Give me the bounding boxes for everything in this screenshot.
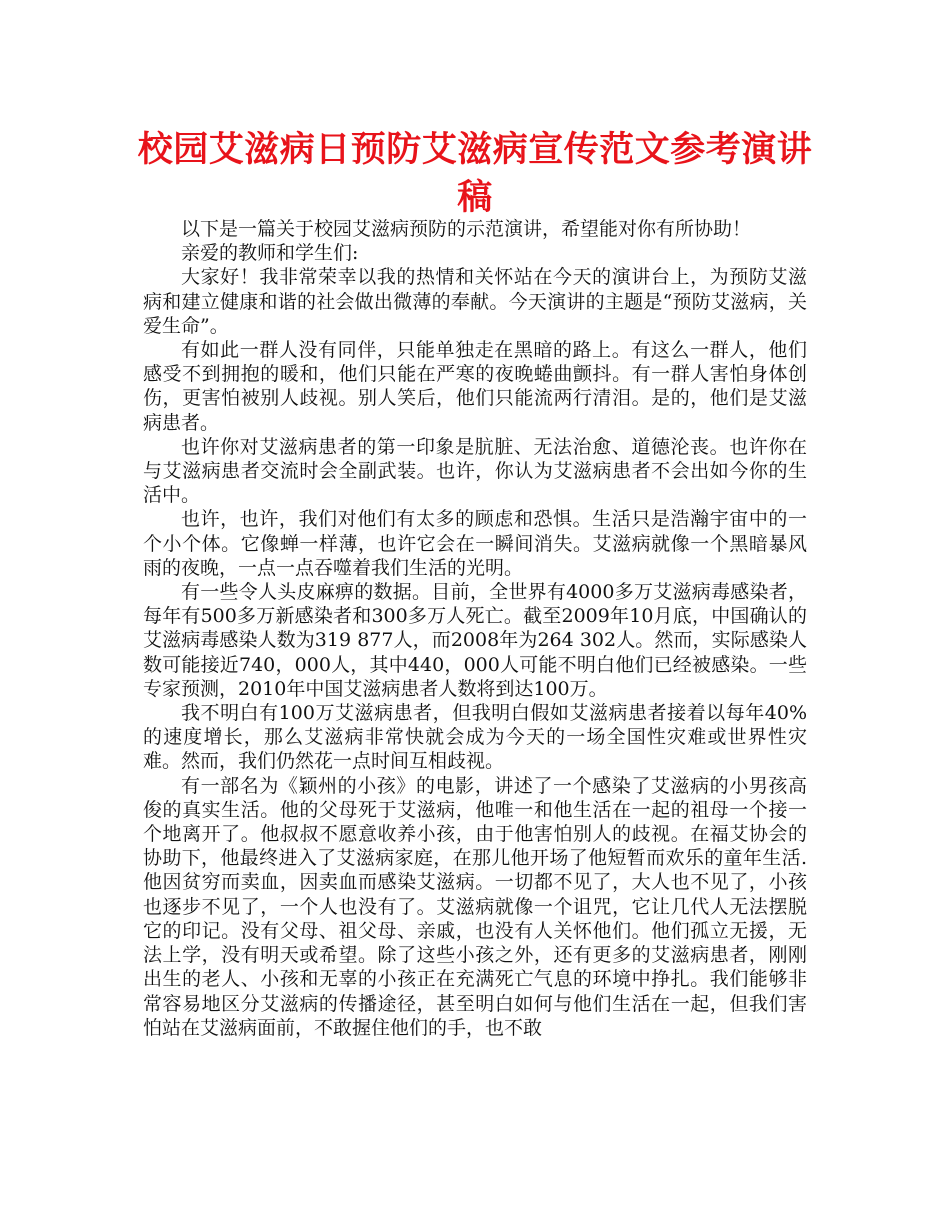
- document-title: 校园艾滋病日预防艾滋病宣传范文参考演讲稿: [137, 130, 813, 218]
- paragraph-greeting: 大家好！我非常荣幸以我的热情和关怀站在今天的演讲台上，为预防艾滋病和建立健康和谐的社会做出微薄的奉献。今天演讲的主题是“预防艾滋病，关爱生命”。: [143, 266, 807, 337]
- paragraph-growth-rate: 我不明白有100万艾滋病患者，但我明白假如艾滋病患者接着以每年40%的速度增长，那么艾滋病非常快就会成为今天的一场全国性灾难或世界性灾难。然而，我们仍然花一点时间互相歧视。: [143, 702, 807, 773]
- document-body: [143, 217, 807, 1040]
- paragraph-statistics: 有一些令人头皮麻痹的数据。目前，全世界有4000多万艾滋病毒感染者，每年有500多万新感染者和300多万人死亡。截至2009年10月底，中国确认的艾滋病毒感染人数为319 877人，而2008年为264 302人。然而，实际感染人数可能接近740，000人，其中440，000人可能不明白他们已经被感染。一些专家预测，2010年中国艾滋病患者人数将到达100万。: [143, 581, 807, 700]
- paragraph-fears: 也许，也许，我们对他们有太多的顾虑和恐惧。生活只是浩瀚宇宙中的一个小个体。它像蝉一样薄，也许它会在一瞬间消失。艾滋病就像一个黑暗暴风雨的夜晚，一点一点吞噬着我们生活的光明。: [143, 508, 807, 579]
- paragraph-salutation: 亲爱的教师和学生们:: [181, 242, 359, 265]
- paragraph-lonely-people: 有如此一群人没有同伴，只能单独走在黑暗的路上。有这么一群人，他们感受不到拥抱的暖和，他们只能在严寒的夜晚蜷曲颤抖。有一群人害怕身体创伤，更害怕被别人歧视。别人笑后，他们只能流两行清泪。是的，他们是艾滋病患者。: [143, 339, 807, 434]
- paragraph-intro: 以下是一篇关于校园艾滋病预防的示范演讲，希望能对你有所协助！: [181, 218, 752, 240]
- paragraph-film-story: 有一部名为《颖州的小孩》的电影，讲述了一个感染了艾滋病的小男孩高俊的真实生活。他的父母死于艾滋病，他唯一和他生活在一起的祖母一个接一个地离开了。他叔叔不愿意收养小孩，由于他害怕别人的歧视。在福艾协会的协助下，他最终进入了艾滋病家庭，在那儿他开场了他短暂而欢乐的童年生活.他因贫穷而卖血，因卖血而感染艾滋病。一切都不见了，大人也不见了，小孩也逐步不见了，一个人也没有了。艾滋病就像一个诅咒，它让几代人无法摆脱它的印记。没有父母、祖父母、亲戚，也没有人关怀他们。他们孤立无援，无法上学，没有明天或希望。除了这些小孩之外，还有更多的艾滋病患者，刚刚出生的老人、小孩和无辜的小孩正在充满死亡气息的环境中挣扎。我们能够非常容易地区分艾滋病的传播途径，甚至明白如何与他们生活在一起，但我们害怕站在艾滋病面前，不敢握住他们的手，也不敢: [143, 774, 807, 1039]
- paragraph-first-impression: 也许你对艾滋病患者的第一印象是肮脏、无法治愈、道德沦丧。也许你在与艾滋病患者交流时会全副武装。也许，你认为艾滋病患者不会出如今你的生活中。: [143, 435, 807, 507]
